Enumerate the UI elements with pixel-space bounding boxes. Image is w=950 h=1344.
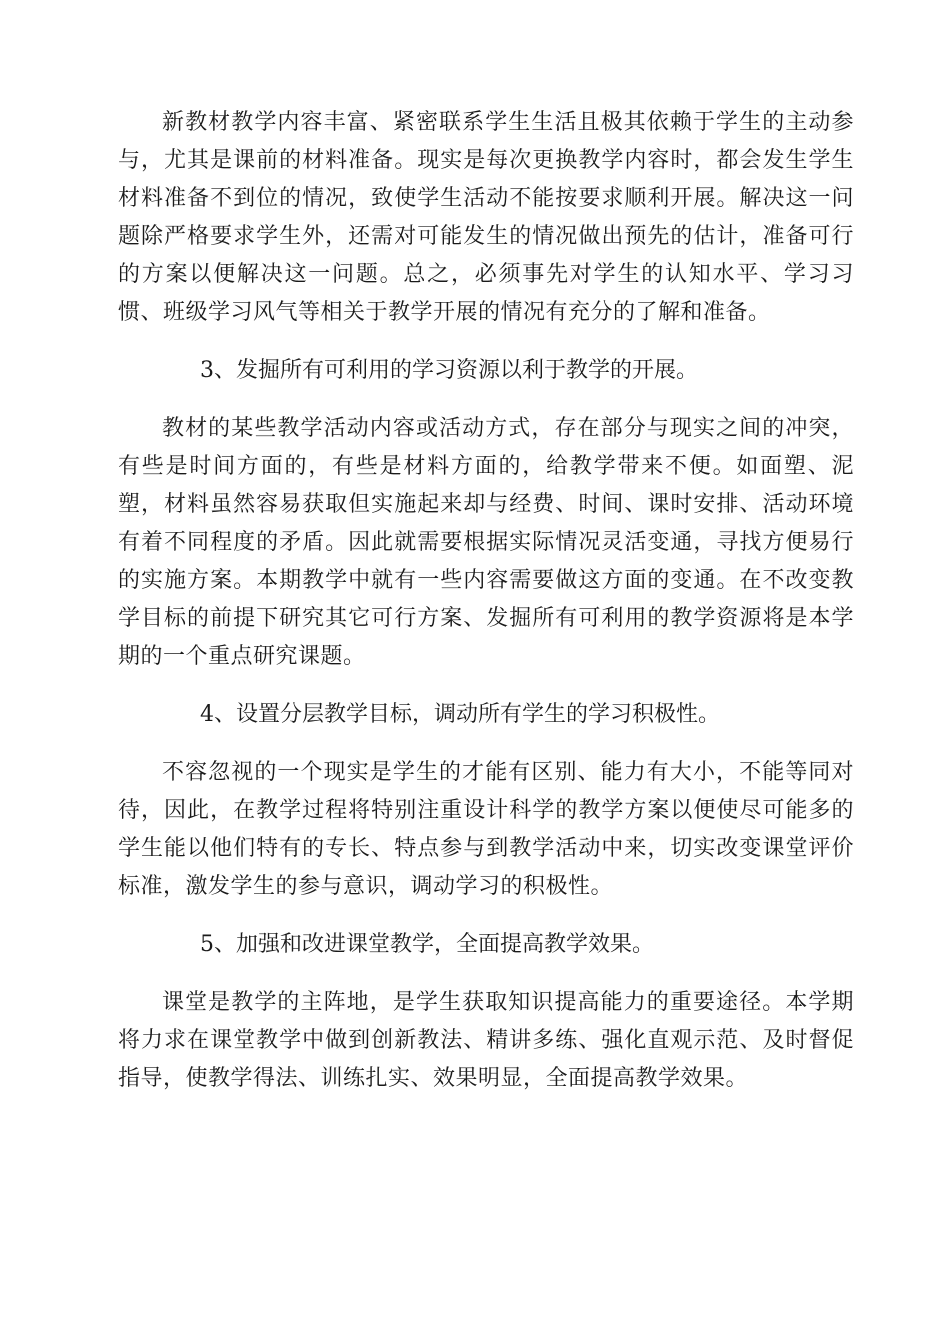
paragraph-material-preparation: 新教材教学内容丰富、紧密联系学生生活且极其依赖于学生的主动参与，尤其是课前的材料准备。现实是每次更换教学内容时，都会发生学生材料准备不到位的情况，致使学生活动不能按要求顺利开展。解决这一问题除严格要求学生外，还需对可能发生的情况做出预先的估计，准备可行的方案以便解决这一问题。总之，必须事先对学生的认知水平、学习习惯、班级学习风气等相关于教学开展的情况有充分的了解和准备。 bbox=[118, 110, 854, 325]
paragraph-teaching-resources: 教材的某些教学活动内容或活动方式，存在部分与现实之间的冲突，有些是时间方面的，有些是材料方面的，给教学带来不便。如面塑、泥塑，材料虽然容易获取但实施起来却与经费、时间、课时安排、活动环境有着不同程度的矛盾。因此就需要根据实际情况灵活变通，寻找方便易行的实施方案。本期教学中就有一些内容需要做这方面的变通。在不改变教学目标的前提下研究其它可行方案、发掘所有可利用的教学资源将是本学期的一个重点研究课题。 bbox=[118, 416, 854, 669]
heading-learning-resources: 3、发掘所有可利用的学习资源以利于教学的开展。 bbox=[200, 358, 698, 383]
document-page bbox=[118, 104, 854, 1098]
paragraph-classroom-effectiveness: 课堂是教学的主阵地，是学生获取知识提高能力的重要途径。本学期将力求在课堂教学中做到创新教法、精讲多练、强化直观示范、及时督促指导，使教学得法、训练扎实、效果明显，全面提高教学效果。 bbox=[118, 990, 854, 1091]
heading-tiered-goals: 4、设置分层教学目标，调动所有学生的学习积极性。 bbox=[200, 702, 720, 727]
paragraph-student-engagement: 不容忽视的一个现实是学生的才能有区别、能力有大小，不能等同对待，因此，在教学过程将特别注重设计科学的教学方案以便使尽可能多的学生能以他们特有的专长、特点参与到教学活动中来，切实改变课堂评价标准，激发学生的参与意识，调动学习的积极性。 bbox=[118, 760, 854, 899]
heading-classroom-teaching: 5、加强和改进课堂教学，全面提高教学效果。 bbox=[200, 932, 654, 957]
